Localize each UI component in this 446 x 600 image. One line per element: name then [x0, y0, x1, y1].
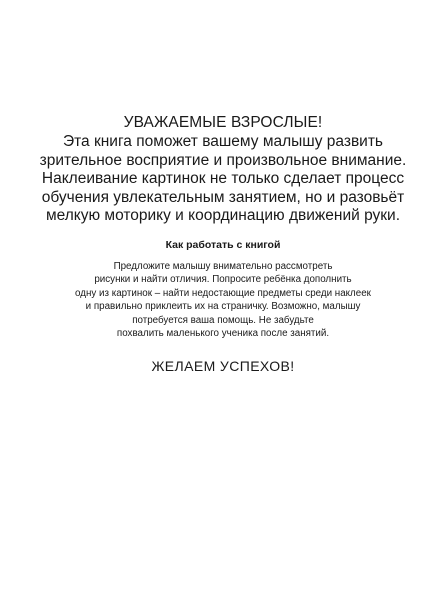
intro-line: Наклеивание картинок не только сделает процесс [41, 170, 405, 187]
instruction-line: Предложите малышу внимательно рассмотреть [113, 261, 333, 272]
instructions-paragraph [0, 260, 446, 340]
instruction-line: и правильно приклеить их на страничку. Возможно, малышу [85, 301, 361, 313]
instruction-line: рисунки и найти отличия. Попросите ребёнка дополнить [94, 274, 352, 286]
intro-paragraph [0, 133, 446, 226]
intro-line: обучения увлекательным занятием, но и разовьёт [41, 188, 405, 206]
section-subheading: Как работать с книгой [165, 239, 281, 251]
intro-line: мелкую моторику и координацию движений руки. [45, 207, 401, 224]
instruction-line: одну из картинок – найти недостающие предметы среди наклеек [75, 287, 371, 299]
closing-text: ЖЕЛАЕМ УСПЕХОВ! [151, 358, 295, 374]
instruction-line: похвалить маленького ученика после занятий. [116, 328, 330, 340]
intro-line: Эта книга поможет вашему малышу развить [62, 133, 384, 150]
intro-line: зрительное восприятие и произвольное внимание. [39, 151, 407, 169]
page-heading: УВАЖАЕМЫЕ ВЗРОСЛЫЕ! [123, 114, 323, 131]
instruction-line: потребуется ваша помощь. Не забудьте [132, 314, 314, 326]
